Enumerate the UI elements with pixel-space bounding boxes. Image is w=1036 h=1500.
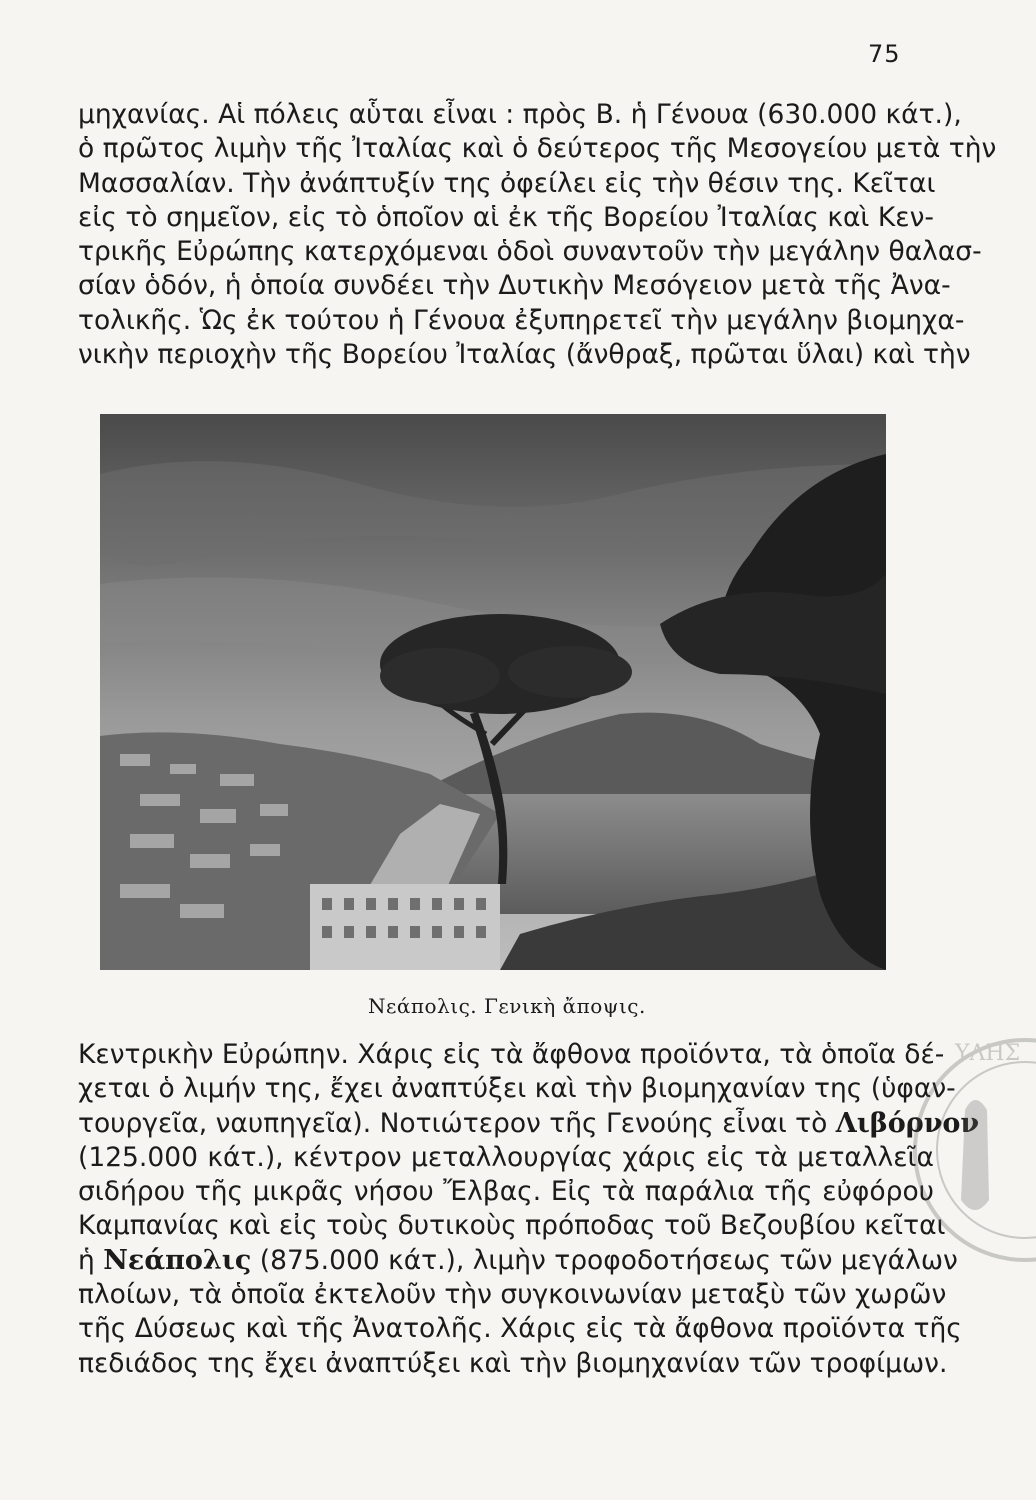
place-name-napoli: Νεάπολις [103, 1244, 252, 1276]
text-line: τολικῆς. Ὡς ἐκ τούτου ἡ Γένουα ἐξυπηρετεῖ τὴν μεγάλην βιομηχα- [78, 304, 965, 336]
text-line: (125.000 κάτ.), κέντρον μεταλλουργίας χάρις εἰς τὰ μεταλλεῖα [78, 1141, 934, 1173]
text-line: ὁ πρῶτος λιμὴν τῆς Ἰταλίας καὶ ὁ δεύτερος τῆς Μεσογείου μετὰ τὴν [78, 133, 997, 165]
text-line: τῆς Δύσεως καὶ τῆς Ἀνατολῆς. Χάρις εἰς τὰ ἄφθονα προϊόντα τῆς [78, 1313, 962, 1345]
text-line: νικὴν περιοχὴν τῆς Βορείου Ἰταλίας (ἄνθραξ, πρῶται ὕλαι) καὶ τὴν [78, 339, 971, 371]
text-line: Μασσαλίαν. Τὴν ἀνάπτυξίν της ὀφείλει εἰς τὴν θέσιν της. Κεῖται [78, 167, 936, 199]
text-line: Κεντρικὴν Εὐρώπην. Χάρις εἰς τὰ ἄφθονα προϊόντα, τὰ ὁποῖα δέ- [78, 1039, 945, 1070]
text-line: σιδήρου τῆς μικρᾶς νήσου Ἔλβας. Εἰς τὰ παράλια τῆς εὐφόρου [78, 1176, 934, 1208]
text-line: μηχανίας. Αἱ πόλεις αὗται εἶναι : πρὸς Β. ἡ Γένουα (630.000 κάτ.), [78, 99, 962, 130]
text-segment: τουργεῖα, ναυπηγεῖα). Νοτιώτερον τῆς Γενούης εἶναι τὸ [78, 1107, 828, 1139]
bottom-paragraph [78, 1038, 980, 1381]
text-line: πλοίων, τὰ ὁποῖα ἐκτελοῦν τὴν συγκοινωνίαν μεταξὺ τῶν χωρῶν [78, 1279, 947, 1311]
text-line [78, 1244, 958, 1278]
naples-photo [100, 414, 886, 970]
library-stamp [905, 1000, 1036, 1300]
stamp-text: ΥΛΗΣ [955, 1041, 1021, 1066]
text-line: Καμπανίας καὶ εἰς τοὺς δυτικοὺς πρόποδας τοῦ Βεζουβίου κεῖται [78, 1210, 946, 1242]
text-line: πεδιάδος της ἔχει ἀναπτύξει καὶ τὴν βιομηχανίαν τῶν τροφίμων. [78, 1347, 948, 1379]
text-line: χεται ὁ λιμήν της, ἔχει ἀναπτύξει καὶ τὴν βιομηχανίαν της (ὑφαν- [78, 1073, 956, 1105]
text-line: εἰς τὸ σημεῖον, εἰς τὸ ὁποῖον αἱ ἐκ τῆς Βορείου Ἰταλίας καὶ Κεν- [78, 201, 934, 233]
top-paragraph [78, 98, 997, 372]
text-line: τρικῆς Εὐρώπης κατερχόμεναι ὁδοὶ συναντοῦν τὴν μεγάλην θαλασ- [78, 236, 982, 268]
place-name-livorno: Λιβόρνον [835, 1107, 980, 1139]
text-line [78, 1107, 980, 1141]
text-segment: ἡ [78, 1244, 95, 1276]
text-segment: (875.000 κάτ.), λιμὴν τροφοδοτήσεως τῶν μεγάλων [259, 1244, 958, 1276]
text-line: σίαν ὁδόν, ἡ ὁποία συνδέει τὴν Δυτικὴν Μεσόγειον μετὰ τῆς Ἀνα- [78, 270, 951, 302]
page-number: 75 [868, 40, 901, 68]
figure-caption: Νεάπολις. Γενικὴ ἄποψις. [368, 994, 646, 1018]
